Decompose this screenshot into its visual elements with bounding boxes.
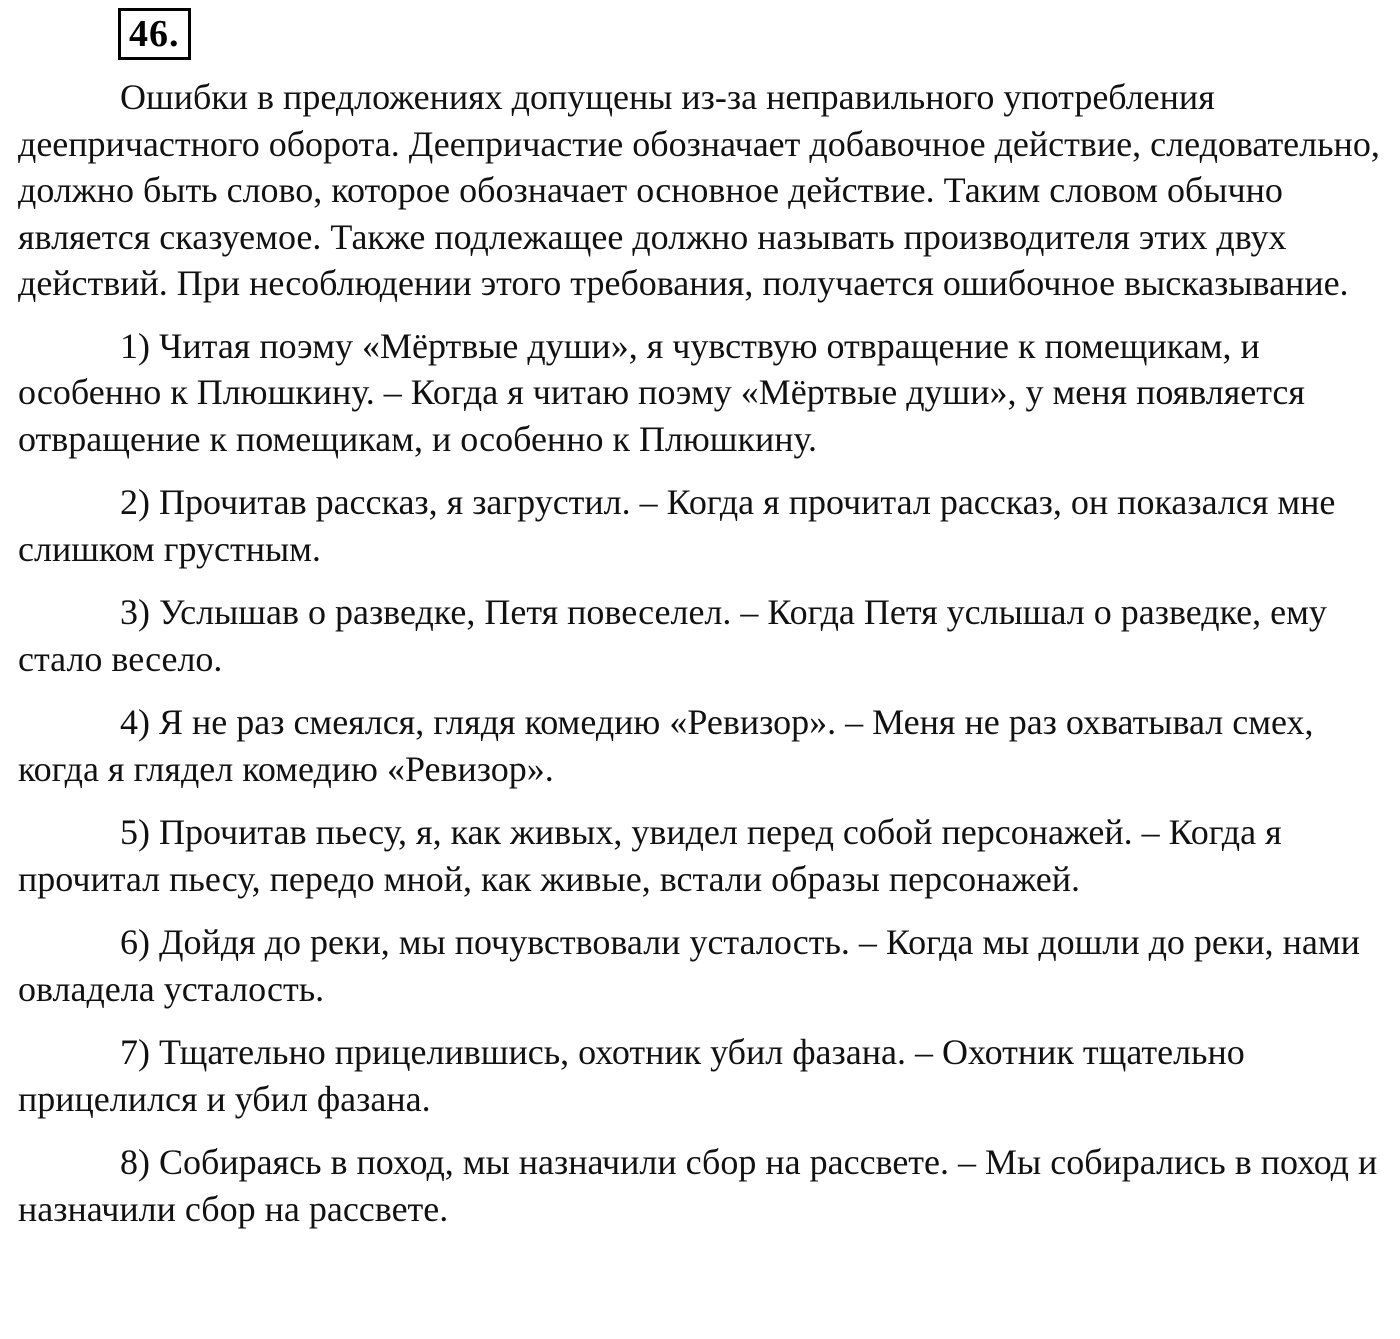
answer-item-2: 2) Прочитав рассказ, я загрустил. – Когда я прочитал рассказ, он показался мне слишком грустным.	[18, 482, 1336, 569]
exercise-number-box: 46.	[118, 8, 191, 60]
document-body	[18, 74, 1384, 1249]
answer-item-8: 8) Собираясь в поход, мы назначили сбор на рассвете. – Мы собирались в поход и назначили сбор на рассвете.	[18, 1142, 1378, 1229]
answer-item-7: 7) Тщательно прицелившись, охотник убил фазана. – Охотник тщательно прицелился и убил фазана.	[18, 1032, 1245, 1119]
answer-item-5: 5) Прочитав пьесу, я, как живых, увидел перед собой персонажей. – Когда я прочитал пьесу, передо мной, как живые, встали образы персонажей.	[18, 812, 1282, 899]
answer-item-4: 4) Я не раз смеялся, глядя комедию «Ревизор». – Меня не раз охватывал смех, когда я глядел комедию «Ревизор».	[18, 702, 1314, 789]
intro-paragraph: Ошибки в предложениях допущены из-за неправильного употребления деепричастного оборота. Деепричастие обозначает добавочное действие, следовательно, должно быть слово, которое обозначает основное действие. Таким словом обычно является сказуемое. Также подлежащее должно называть производителя этих двух действий. При несоблюдении этого требования, получается ошибочное высказывание.	[18, 77, 1380, 303]
answer-item-3: 3) Услышав о разведке, Петя повеселел. – Когда Петя услышал о разведке, ему стало весело.	[18, 592, 1327, 679]
answer-item-6: 6) Дойдя до реки, мы почувствовали усталость. – Когда мы дошли до реки, нами овладела усталость.	[18, 922, 1360, 1009]
answer-item-1: 1) Читая поэму «Мёртвые души», я чувствую отвращение к помещикам, и особенно к Плюшкину. – Когда я читаю поэму «Мёртвые души», у меня появляется отвращение к помещикам, и особенно к Плюшкину.	[18, 325, 1305, 459]
